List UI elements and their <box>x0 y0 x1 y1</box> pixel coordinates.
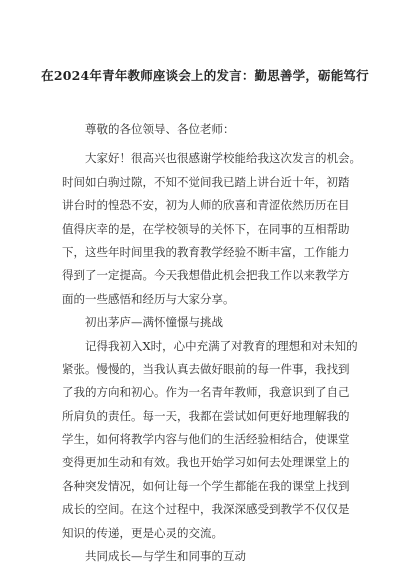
text-line: 得到了一定提高。今天我想借此机会把我工作以来教学方 <box>62 268 350 283</box>
document-body <box>62 118 361 568</box>
text-line: 讲台时的惶恐不安，初为人师的欣喜和青涩依然历历在目 <box>62 198 350 213</box>
text-line: 共同成长—与学生和同事的互动 <box>62 549 246 564</box>
text-line: 了我的方向和初心。作为一名青年教师，我意识到了自己 <box>62 385 350 400</box>
text-line: 记得我初入X时，心中充满了对教育的理想和对未知的 <box>62 338 358 353</box>
text-line: 所肩负的责任。每一天，我都在尝试如何更好地理解我的 <box>62 408 350 423</box>
text-line: 初出茅庐—满怀憧憬与挑战 <box>62 315 223 330</box>
text-line: 知识的传递，更是心灵的交流。 <box>62 525 223 540</box>
text-line: 各种突发情况，如何让每一个学生都能在我的课堂上找到 <box>62 478 350 493</box>
text-line: 紧张。慢慢的，当我认真去做好眼前的每一件事，我找到 <box>62 361 350 376</box>
text-line: 尊敬的各位领导、各位老师： <box>62 122 235 136</box>
text-line: 下，这些年时间里我的教育教学经验不断丰富，工作能力 <box>62 244 350 259</box>
text-line: 变得更加生动和有效。我也开始学习如何去处理课堂上的 <box>62 455 350 470</box>
text-line: 面的一些感悟和经历与大家分享。 <box>62 291 235 306</box>
text-line: 值得庆幸的是，在学校领导的关怀下，在同事的互相帮助 <box>62 221 350 236</box>
text-line: 成长的空间。在这个过程中，我深深感受到教学不仅仅是 <box>62 502 350 517</box>
text-line: 学生，如何将教学内容与他们的生活经验相结合，使课堂 <box>62 432 350 447</box>
document-title: 在2024年青年教师座谈会上的发言：勤思善学，砺能笃行 <box>41 68 369 83</box>
text-line: 大家好！很高兴也很感谢学校能给我这次发言的机会。 <box>62 151 361 166</box>
text-line: 时间如白驹过隙，不知不觉间我已踏上讲台近十年，初踏 <box>62 174 350 189</box>
